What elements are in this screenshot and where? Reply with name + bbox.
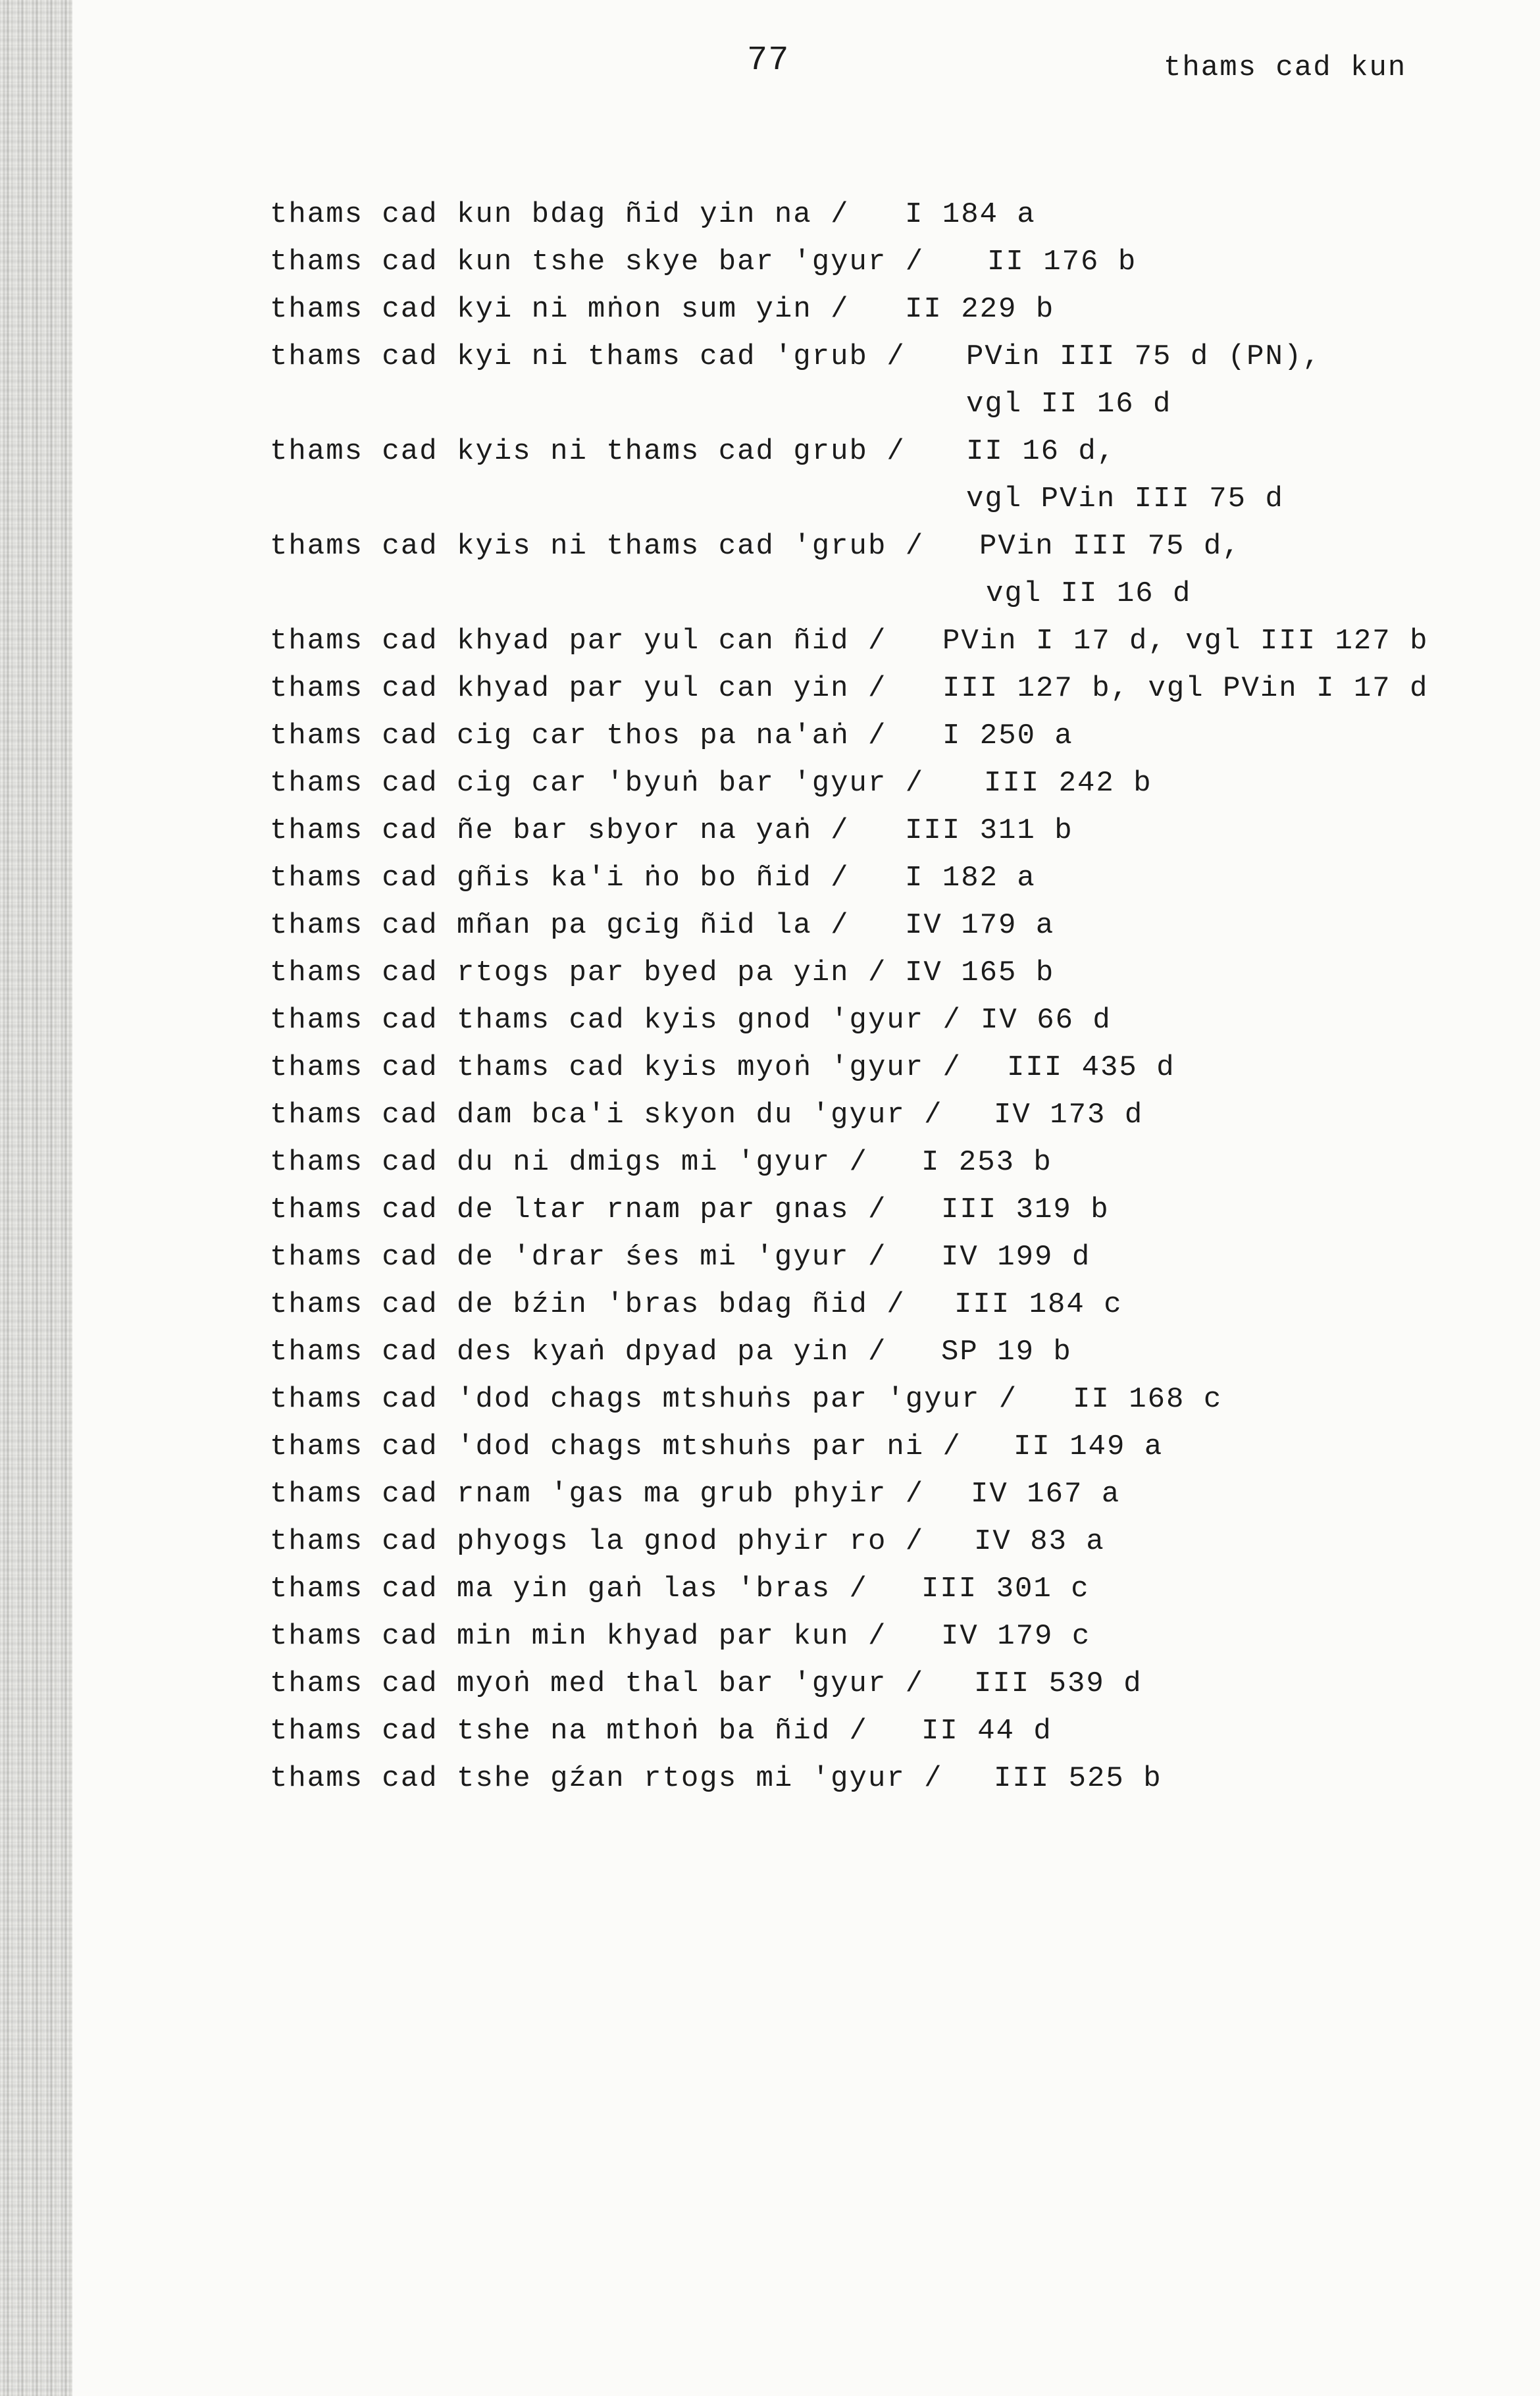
entry-reference: III 525 b [994, 1762, 1162, 1795]
entry-reference: II 229 b [905, 293, 1055, 326]
entry-reference: II 16 d, [966, 435, 1116, 468]
entry-row [270, 1613, 1520, 1660]
entry-reference: vgl II 16 d [966, 388, 1172, 421]
entry-row [270, 1139, 1520, 1186]
entry-reference: I 253 b [921, 1146, 1052, 1179]
entry-phrase: thams cad ñe bar sbyor na yaṅ / [270, 814, 850, 847]
entry-phrase: thams cad kyi ni thams cad 'grub / [270, 340, 906, 373]
entry-continuation-row [270, 475, 1520, 523]
entry-phrase: thams cad khyad par yul can ñid / [270, 625, 887, 658]
entry-row [270, 854, 1520, 902]
running-head: thams cad kun [1164, 51, 1407, 84]
entry-row [270, 997, 1520, 1044]
entry-row [270, 1281, 1520, 1328]
entry-row [270, 1707, 1520, 1755]
entry-phrase: thams cad myoṅ med thal bar 'gyur / [270, 1667, 925, 1700]
entry-phrase: thams cad thams cad kyis gnod 'gyur / [270, 1004, 962, 1037]
page-number: 77 [747, 41, 790, 80]
entry-reference: II 176 b [987, 246, 1137, 278]
entry-row [270, 238, 1520, 286]
entry-reference: PVin III 75 d, [979, 530, 1241, 563]
entry-row [270, 1186, 1520, 1234]
entry-phrase: thams cad mñan pa gcig ñid la / [270, 909, 850, 942]
entry-phrase: thams cad kun tshe skye bar 'gyur / [270, 246, 925, 278]
entry-row [270, 1234, 1520, 1281]
entry-reference: III 242 b [984, 767, 1152, 800]
entry-reference: III 319 b [941, 1193, 1110, 1226]
entry-reference: II 44 d [921, 1715, 1052, 1748]
entry-row [270, 1044, 1520, 1091]
entry-phrase: thams cad rtogs par byed pa yin / [270, 956, 887, 989]
entry-row [270, 1471, 1520, 1518]
entry-reference: SP 19 b [941, 1336, 1072, 1368]
entry-row [270, 1565, 1520, 1613]
entry-row [270, 712, 1520, 760]
entry-row [270, 665, 1520, 712]
entry-row [270, 428, 1520, 475]
entry-reference: III 311 b [905, 814, 1073, 847]
entry-reference: IV 165 b [905, 956, 1055, 989]
entry-row [270, 333, 1520, 380]
entry-row [270, 760, 1520, 807]
entry-row [270, 1091, 1520, 1139]
entry-reference: I 182 a [905, 862, 1036, 895]
entry-row [270, 1423, 1520, 1471]
entry-row [270, 617, 1520, 665]
entry-row [270, 949, 1520, 997]
entry-reference: III 127 b, vgl PVin I 17 d [942, 672, 1429, 705]
entry-phrase: thams cad kyi ni mṅon sum yin / [270, 293, 850, 326]
entry-reference: vgl PVin III 75 d [966, 482, 1284, 515]
entry-phrase: thams cad kun bdag ñid yin na / [270, 198, 850, 231]
binding-edge-scan-shadow [0, 0, 72, 2396]
entry-row [270, 523, 1520, 570]
entry-reference: III 184 c [954, 1288, 1123, 1321]
entry-phrase: thams cad du ni dmigs mi 'gyur / [270, 1146, 868, 1179]
entry-reference: PVin III 75 d (PN), [966, 340, 1322, 373]
entry-row [270, 286, 1520, 333]
entry-reference: vgl II 16 d [986, 577, 1192, 610]
entry-phrase: thams cad thams cad kyis myoṅ 'gyur / [270, 1051, 962, 1084]
entry-phrase: thams cad khyad par yul can yin / [270, 672, 887, 705]
entry-phrase: thams cad tshe gźan rtogs mi 'gyur / [270, 1762, 943, 1795]
entry-reference: IV 167 a [971, 1478, 1121, 1511]
entry-phrase: thams cad ma yin gaṅ las 'bras / [270, 1573, 868, 1605]
entry-phrase: thams cad phyogs la gnod phyir ro / [270, 1525, 925, 1558]
entry-phrase: thams cad kyis ni thams cad 'grub / [270, 530, 925, 563]
entry-phrase: thams cad cig car thos pa na'aṅ / [270, 719, 887, 752]
entry-reference: III 435 d [1007, 1051, 1175, 1084]
entry-reference: PVin I 17 d, vgl III 127 b [942, 625, 1429, 658]
entry-row [270, 807, 1520, 854]
entry-phrase: thams cad des kyaṅ dpyad pa yin / [270, 1336, 887, 1368]
entry-phrase: thams cad tshe na mthoṅ ba ñid / [270, 1715, 868, 1748]
entry-row [270, 1376, 1520, 1423]
entry-list [270, 191, 1520, 1802]
entry-phrase: thams cad dam bca'i skyon du 'gyur / [270, 1099, 943, 1132]
entry-reference: III 539 d [974, 1667, 1142, 1700]
entry-phrase: thams cad gñis ka'i ṅo bo ñid / [270, 862, 850, 895]
entry-reference: IV 66 d [981, 1004, 1112, 1037]
entry-phrase: thams cad rnam 'gas ma grub phyir / [270, 1478, 925, 1511]
entry-phrase: thams cad kyis ni thams cad grub / [270, 435, 906, 468]
entry-reference: IV 83 a [974, 1525, 1105, 1558]
entry-row [270, 1328, 1520, 1376]
entry-phrase: thams cad 'dod chags mtshuṅs par ni / [270, 1430, 962, 1463]
entry-phrase: thams cad de bźin 'bras bdag ñid / [270, 1288, 906, 1321]
entry-reference: I 250 a [942, 719, 1073, 752]
entry-reference: IV 179 a [905, 909, 1055, 942]
entry-reference: II 168 c [1073, 1383, 1223, 1416]
entry-reference: IV 179 c [941, 1620, 1091, 1653]
entry-reference: IV 173 d [994, 1099, 1144, 1132]
entry-reference: I 184 a [905, 198, 1036, 231]
entry-continuation-row [270, 380, 1520, 428]
entry-row [270, 902, 1520, 949]
entry-reference: IV 199 d [941, 1241, 1091, 1274]
entry-row [270, 191, 1520, 238]
entry-continuation-row [270, 570, 1520, 617]
entry-row [270, 1755, 1520, 1802]
entry-phrase: thams cad cig car 'byuṅ bar 'gyur / [270, 767, 925, 800]
entry-phrase: thams cad de 'drar śes mi 'gyur / [270, 1241, 887, 1274]
entry-row [270, 1518, 1520, 1565]
entry-phrase: thams cad 'dod chags mtshuṅs par 'gyur / [270, 1383, 1018, 1416]
entry-reference: III 301 c [921, 1573, 1090, 1605]
entry-reference: II 149 a [1014, 1430, 1164, 1463]
entry-row [270, 1660, 1520, 1707]
entry-phrase: thams cad min min khyad par kun / [270, 1620, 887, 1653]
entry-phrase: thams cad de ltar rnam par gnas / [270, 1193, 887, 1226]
